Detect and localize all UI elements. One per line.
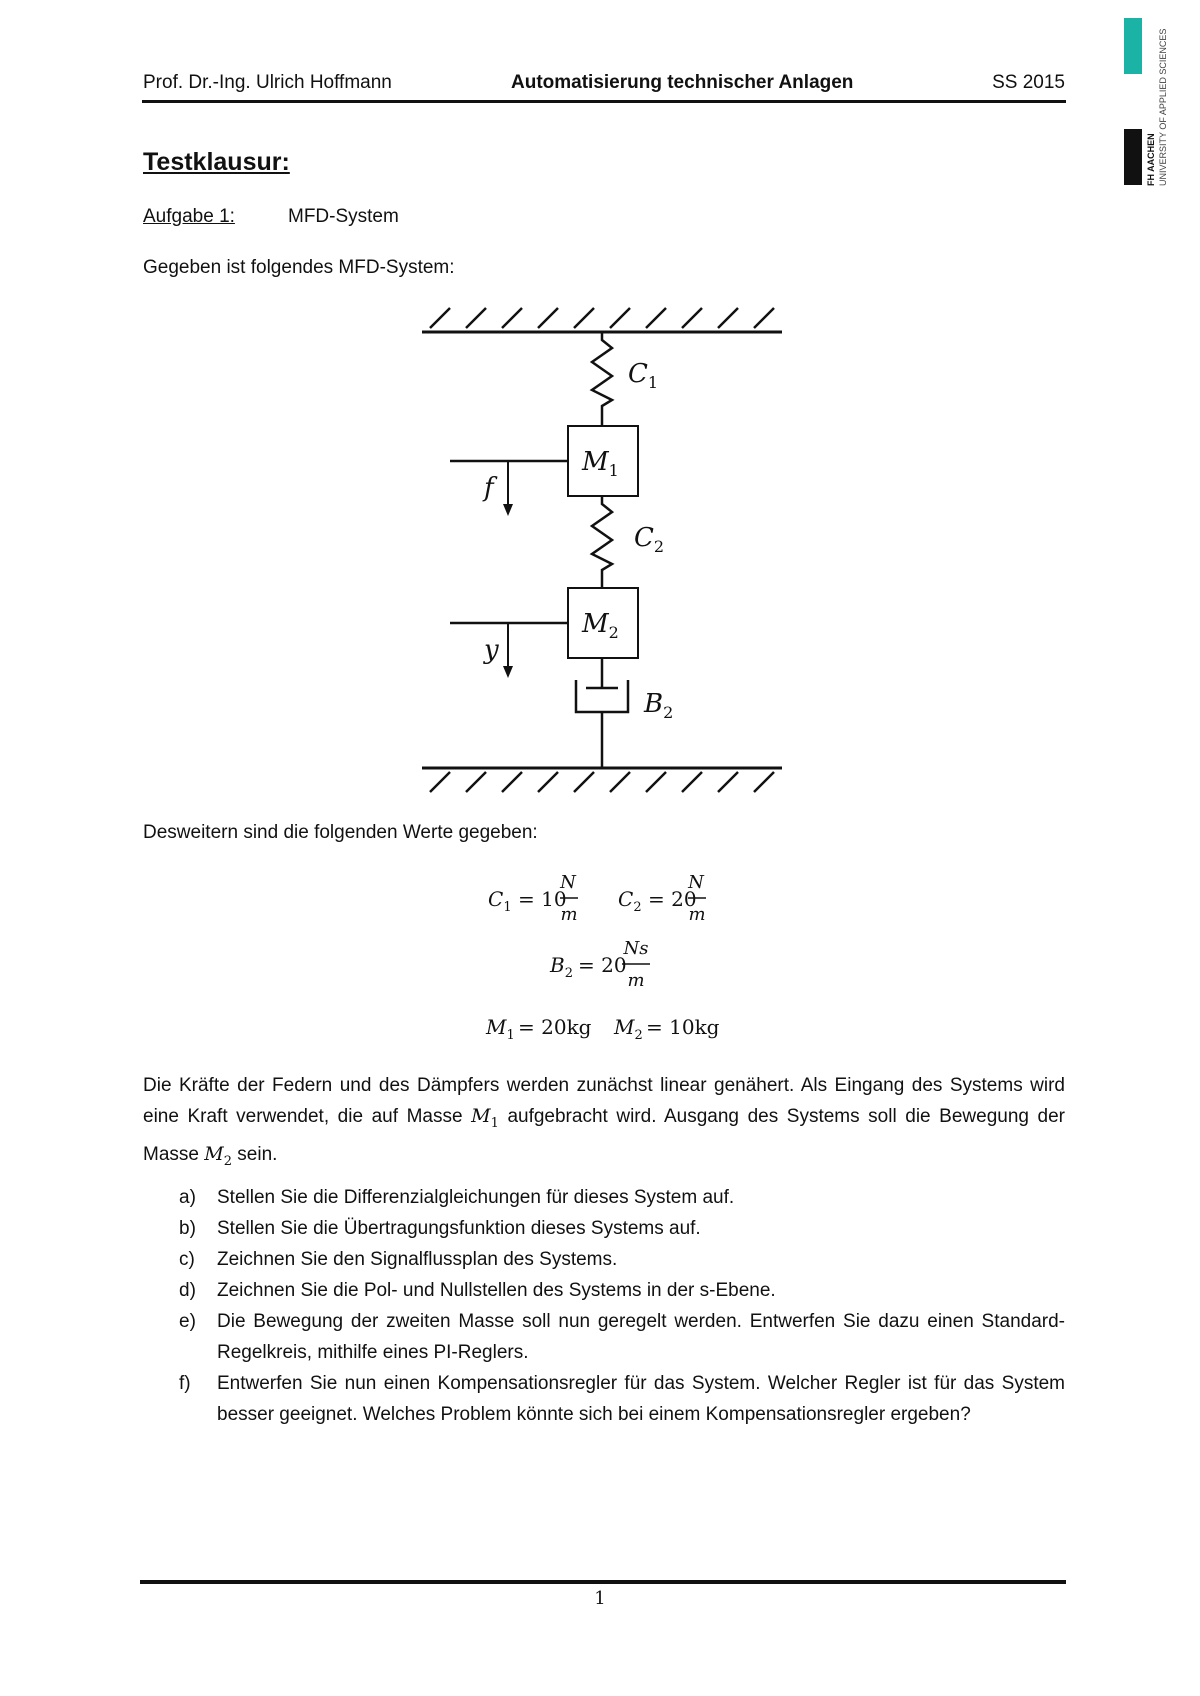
bottom-ground-hatch xyxy=(430,772,774,792)
page-header xyxy=(143,72,1065,102)
footer-rule xyxy=(140,1580,1066,1584)
svg-text:= 20: = 20 xyxy=(648,887,697,911)
label-force: f xyxy=(484,473,494,503)
svg-text:m: m xyxy=(627,970,645,991)
given-intro: Gegeben ist folgendes MFD-System: xyxy=(143,257,455,278)
list-item: d) Zeichnen Sie die Pol- und Nullstellen des Systems in der s-Ebene. xyxy=(179,1280,776,1301)
task-list xyxy=(143,1182,1065,1430)
problem-description: Die Kräfte der Federn und des Dämpfers werden zunächst linear genähert. Als Eingang des Systems wird eine Kraft verwendet, die auf Masse $M_1$ aufgebracht wird. Ausgang des Systems soll die Bewegung der Masse $M_2$ sein. xyxy=(143,1075,1065,1169)
top-ground-hatch xyxy=(430,308,774,328)
logo-line-2: UNIVERSITY OF APPLIED SCIENCES xyxy=(1158,28,1168,186)
logo-teal-bar xyxy=(1124,18,1142,74)
label-c1: $C_1$ xyxy=(628,359,659,392)
svg-text:C1: $C_1$ xyxy=(488,887,512,915)
inline-m2: $M_2$ xyxy=(204,1142,232,1169)
spring-c2 xyxy=(592,496,612,588)
values-intro: Desweitern sind die folgenden Werte gegeben: xyxy=(143,822,538,843)
svg-text:C2: $C_2$ xyxy=(618,887,642,915)
mass-spring-damper-diagram xyxy=(400,290,800,810)
header-author: Prof. Dr.-Ing. Ulrich Hoffmann xyxy=(143,72,392,93)
label-m1: $M_1$ xyxy=(582,447,619,480)
svg-text:B2: $B_2$ xyxy=(550,953,573,981)
list-item: f) Entwerfen Sie nun einen Kompensationsregler für das System. Welcher Regler ist für das System besser geeignet. Welches Problem könnte sich bei einem Kompensationsregler ergeben? xyxy=(179,1373,1065,1425)
label-m2: $M_2$ xyxy=(582,609,619,642)
force-arrow-head xyxy=(503,504,513,516)
svg-text:M1: $M_1$ xyxy=(486,1015,515,1043)
svg-text:Ns: Ns xyxy=(623,938,649,959)
svg-text:m: m xyxy=(560,904,578,925)
formula-m1 xyxy=(485,1015,592,1043)
header-term: SS 2015 xyxy=(992,72,1065,93)
list-item: a) Stellen Sie die Differenzialgleichungen für dieses System auf. xyxy=(179,1187,735,1208)
inline-m1: $M_1$ xyxy=(471,1105,499,1131)
list-item: c) Zeichnen Sie den Signalflussplan des Systems. xyxy=(179,1249,618,1270)
formula-m2 xyxy=(613,1015,720,1043)
formula-c2 xyxy=(618,872,706,925)
page-title: Testklausur: xyxy=(143,148,290,176)
label-output: y xyxy=(484,635,499,665)
label-b2: $B_2$ xyxy=(644,689,674,722)
formula-b2 xyxy=(549,938,650,991)
label-c2: $C_2$ xyxy=(634,523,665,556)
task-label: Aufgabe 1: xyxy=(143,206,235,227)
svg-text:= 20kg: = 20kg xyxy=(518,1015,592,1039)
svg-text:M2: $M_2$ xyxy=(614,1015,643,1043)
logo-line-1: FH AACHEN xyxy=(1146,133,1156,186)
svg-text:= 10kg: = 10kg xyxy=(646,1015,720,1039)
task-name: MFD-System xyxy=(288,206,399,227)
svg-text:N: N xyxy=(560,872,576,893)
formula-c1 xyxy=(488,872,578,925)
header-course: Automatisierung technischer Anlagen xyxy=(511,72,854,93)
spring-c1 xyxy=(592,332,612,426)
svg-text:N: N xyxy=(688,872,704,893)
given-values xyxy=(400,860,800,1050)
list-item: b) Stellen Sie die Übertragungsfunktion dieses Systems auf. xyxy=(179,1218,701,1239)
svg-text:= 20: = 20 xyxy=(578,953,627,977)
list-item: e) Die Bewegung der zweiten Masse soll nun geregelt werden. Entwerfen Sie dazu einen Standard-Regelkreis, mithilfe eines PI-Reglers. xyxy=(179,1311,1065,1363)
svg-text:= 10: = 10 xyxy=(518,887,567,911)
header-rule xyxy=(142,100,1066,103)
university-logo xyxy=(1145,18,1171,186)
output-arrow-head xyxy=(503,666,513,678)
logo-black-bar xyxy=(1124,129,1142,185)
svg-text:m: m xyxy=(688,904,706,925)
page-number: 1 xyxy=(594,1588,606,1609)
